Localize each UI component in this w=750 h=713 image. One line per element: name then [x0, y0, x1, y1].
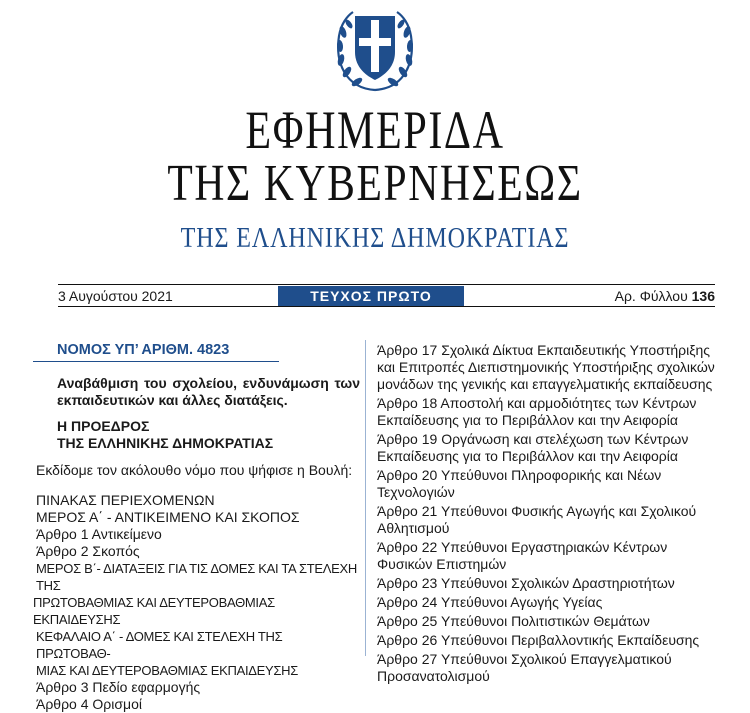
- left-column: [33, 334, 360, 713]
- toc-item: ΜΕΡΟΣ Α΄ - ΑΝΤΙΚΕΙΜΕΝΟ ΚΑΙ ΣΚΟΠΟΣ: [36, 509, 300, 525]
- president-line1: Η ΠΡΟΕΔΡΟΣ: [57, 418, 150, 434]
- enactment-clause: Εκδίδομε τον ακόλουθο νόμο που ψήφισε η Βουλή:: [36, 462, 353, 478]
- toc-article: Άρθρο 22 Υπεύθυνοι Εργαστηριακών Κέντρων Φυσικών Επιστημών: [377, 539, 668, 572]
- toc-article: Άρθρο 26 Υπεύθυνοι Περιβαλλοντικής Εκπαίδευσης: [377, 632, 700, 648]
- toc-item: Άρθρο 2 Σκοπός: [36, 543, 140, 559]
- toc-item: Άρθρο 4 Ορισμοί: [36, 696, 142, 712]
- toc-heading: ΠΙΝΑΚΑΣ ΠΕΡΙΕΧΟΜΕΝΩΝ: [36, 492, 215, 508]
- toc-article: Άρθρο 23 Υπεύθυνοι Σχολικών Δραστηριοτήτων: [377, 575, 675, 591]
- toc-item: ΚΕΦΑΛΑΙΟ Α΄ - ΔΟΜΕΣ ΚΑΙ ΣΤΕΛΕΧΗ ΤΗΣ ΠΡΩΤΟΒΑΘ-: [36, 629, 283, 661]
- law-title: Αναβάθμιση του σχολείου, ενδυνάμωση των εκπαιδευτικών και άλλες διατάξεις.: [57, 375, 360, 408]
- header-top-rule: [58, 284, 715, 285]
- toc-article: Άρθρο 27 Υπεύθυνοι Σχολικού Επαγγελματικού Προσανατολισμού: [377, 651, 672, 684]
- toc-item: Άρθρο 1 Αντικείμενο: [36, 526, 162, 542]
- toc-article: Άρθρο 20 Υπεύθυνοι Πληροφορικής και Νέων Τεχνολογιών: [377, 467, 662, 500]
- president-line2: ΤΗΣ ΕΛΛΗΝΙΚΗΣ ΔΗΜΟΚΡΑΤΙΑΣ: [57, 435, 274, 451]
- toc-item-cont: ΜΙΑΣ ΚΑΙ ΔΕΥΤΕΡΟΒΑΘΜΙΑΣ ΕΚΠΑΙΔΕΥΣΗΣ: [36, 663, 298, 678]
- toc-article: Άρθρο 17 Σχολικά Δίκτυα Εκπαιδευτικής Υποστήριξης και Επιτροπές Διεπιστημονικής Υποστήριξης σχολικών μονάδων της γενικής και επαγγελματικής εκπαίδευσης: [377, 342, 715, 392]
- right-column: [372, 342, 722, 685]
- sheet-number: [615, 288, 715, 304]
- toc-article: Άρθρο 24 Υπεύθυνοι Αγωγής Υγείας: [377, 594, 603, 610]
- toc-article: Άρθρο 25 Υπεύθυνοι Πολιτιστικών Θεμάτων: [377, 613, 650, 629]
- masthead-title-line1: ΕΦΗΜΕΡΙΔΑ: [245, 100, 505, 160]
- masthead-title-line2: ΤΗΣ ΚΥΒΕΡΝΗΣΕΩΣ: [167, 155, 583, 212]
- toc-item: ΜΕΡΟΣ Β΄- ΔΙΑΤΑΞΕΙΣ ΓΙΑ ΤΙΣ ΔΟΜΕΣ ΚΑΙ ΤΑ ΣΤΕΛΕΧΗ ΤΗΣ: [36, 561, 357, 593]
- issue-date: 3 Αυγούστου 2021: [58, 288, 173, 304]
- masthead-title-line3: ΤΗΣ ΕΛΛΗΝΙΚΗΣ ΔΗΜΟΚΡΑΤΙΑΣ: [180, 223, 570, 254]
- column-divider: [365, 340, 366, 656]
- table-of-contents: [33, 492, 360, 713]
- toc-item: Άρθρο 3 Πεδίο εφαρμογής: [36, 679, 201, 695]
- law-number: ΝΟΜΟΣ ΥΠ’ ΑΡΙΘΜ. 4823: [33, 342, 279, 362]
- president-heading: [57, 418, 360, 452]
- header-bottom-rule: [58, 306, 715, 307]
- toc-article: Άρθρο 21 Υπεύθυνοι Φυσικής Αγωγής και Σχολικού Αθλητισμού: [377, 503, 697, 536]
- toc-article: Άρθρο 19 Οργάνωση και στελέχωση των Κέντρων Εκπαίδευσης για το Περιβάλλον και την Αειφορία: [377, 431, 689, 464]
- sheet-number-value: 136: [691, 288, 715, 304]
- toc-item-cont: ΠΡΩΤΟΒΑΘΜΙΑΣ ΚΑΙ ΔΕΥΤΕΡΟΒΑΘΜΙΑΣ ΕΚΠΑΙΔΕΥΣΗΣ: [33, 595, 275, 627]
- toc-article: Άρθρο 18 Αποστολή και αρμοδιότητες των Κέντρων Εκπαίδευσης για το Περιβάλλον και την Αειφορία: [377, 395, 697, 428]
- coat-of-arms-emblem: [325, 2, 425, 96]
- sheet-number-label: Αρ. Φύλλου: [614, 288, 688, 304]
- issue-type-badge: ΤΕΥΧΟΣ ΠΡΩΤΟ: [278, 286, 464, 306]
